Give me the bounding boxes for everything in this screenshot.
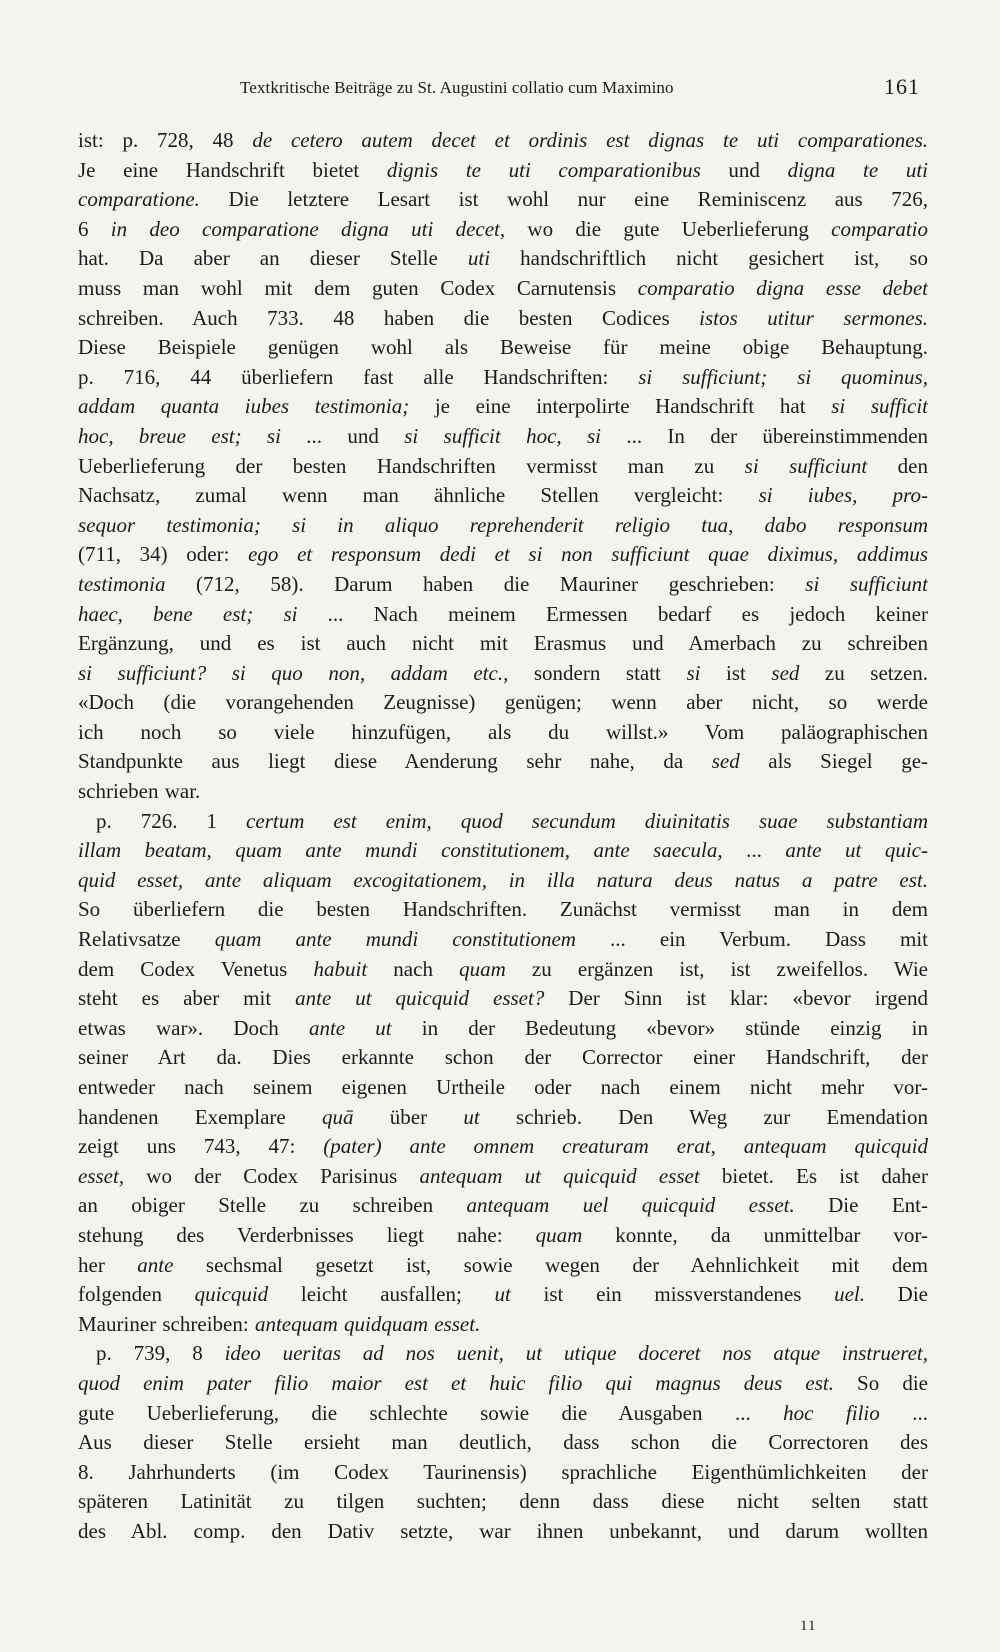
text-line <box>78 777 928 807</box>
text-run: an obiger Stelle zu schreiben <box>78 1193 467 1218</box>
text-line <box>78 156 928 186</box>
text-run: Standpunkte aus liegt diese Aenderung sehr nahe, da <box>78 749 712 774</box>
text-line <box>78 659 928 689</box>
text-line <box>78 718 928 748</box>
latin-quote: dignis te uti comparationibus <box>386 157 701 182</box>
text-run: ... <box>879 1400 928 1425</box>
text-line <box>78 807 928 837</box>
text-line <box>78 836 928 866</box>
text-line <box>78 1280 928 1310</box>
text-line <box>78 747 928 777</box>
text-run: entweder nach seinem eigenen Urtheile oder nach einem nicht mehr vor- <box>78 1075 928 1099</box>
text-run: Nachsatz, zumal wenn man ähnliche Stellen vergleicht: <box>78 483 759 508</box>
body-text <box>78 126 928 1547</box>
text-run: Mauriner schreiben: <box>78 1311 255 1336</box>
text-line <box>78 126 928 156</box>
text-run: steht es aber mit <box>78 986 296 1011</box>
latin-quote: ego et responsum dedi et si non sufficiunt quae diximus, addimus <box>248 542 928 567</box>
text-line <box>78 244 928 274</box>
text-line <box>78 1014 928 1044</box>
latin-quote: haec, bene est; si <box>78 601 298 626</box>
latin-quote: si sufficit <box>831 394 928 419</box>
text-line <box>78 629 928 659</box>
text-run: ist: p. 728, 48 <box>78 128 253 152</box>
text-line <box>78 1191 928 1221</box>
text-run: des Abl. comp. den Dativ setzte, war ihnen unbekannt, und darum wollten <box>78 1518 928 1543</box>
latin-quote: comparatione. <box>78 187 200 212</box>
text-line <box>78 1369 928 1399</box>
text-line <box>78 215 928 245</box>
text-line <box>78 866 928 896</box>
text-run: «Doch (die vorangehenden Zeugnisse) genügen; wenn aber nicht, so werde <box>78 690 928 715</box>
text-line <box>78 1162 928 1192</box>
text-line <box>78 1428 928 1458</box>
text-run: p. 739, 8 <box>96 1341 225 1366</box>
text-line <box>78 600 928 630</box>
text-run: ... <box>722 838 786 863</box>
latin-quote: ante ut <box>308 1015 392 1040</box>
text-run: Der Sinn ist klar: «bevor irgend <box>544 986 928 1011</box>
text-line <box>78 185 928 215</box>
latin-quote: habuit <box>313 956 368 981</box>
latin-quote: uti <box>467 246 491 271</box>
latin-quote: addam quanta iubes testimonia; <box>78 394 410 419</box>
text-run: und <box>700 157 788 182</box>
text-run: 8. Jahrhunderts (im Codex Taurinensis) sprachliche Eigenthümlichkeiten der <box>78 1459 928 1484</box>
latin-quote: si sufficiunt <box>744 453 868 478</box>
text-line <box>78 895 928 925</box>
text-run: bietet. Es ist daher <box>699 1163 928 1188</box>
text-run: ist <box>700 660 772 685</box>
latin-quote: antequam ut quicquid esset <box>419 1163 700 1188</box>
text-run: gute Ueberlieferung, die schlechte sowie die Ausgaben ... <box>78 1400 784 1425</box>
text-line <box>78 1073 928 1103</box>
text-run: (712, 58). Darum haben die Mauriner geschrieben: <box>165 571 806 596</box>
text-run: So die <box>833 1370 928 1395</box>
text-run: p. 726. 1 <box>96 808 247 833</box>
text-line <box>78 1487 928 1517</box>
text-run: zeigt uns 743, 47: <box>78 1134 324 1159</box>
latin-quote: certum est enim, quod secundum diuinitatis suae substantiam <box>246 808 928 833</box>
latin-quote: antequam uel quicquid esset. <box>466 1193 795 1218</box>
text-run: späteren Latinität zu tilgen suchten; denn dass diese nicht selten statt <box>78 1489 928 1514</box>
text-line <box>78 1221 928 1251</box>
text-line <box>78 570 928 600</box>
text-line <box>78 540 928 570</box>
latin-quote: ante ut quicquid esset? <box>295 986 545 1011</box>
latin-quote: ante ut quic- <box>785 838 928 863</box>
latin-quote: istos utitur sermones. <box>699 305 928 330</box>
text-run: ... In der übereinstimmenden <box>600 423 928 448</box>
text-run: in der Bedeutung «bevor» stünde einzig in <box>391 1015 928 1040</box>
text-run: sechsmal gesetzt ist, sowie wegen der Aehnlichkeit mit dem <box>173 1252 928 1277</box>
text-line <box>78 688 928 718</box>
latin-quote: hoc filio <box>783 1400 880 1425</box>
text-line <box>78 1458 928 1488</box>
text-run: konnte, da unmittelbar vor- <box>582 1222 928 1247</box>
printer-signature: 11 <box>800 1618 817 1634</box>
latin-quote: ante <box>137 1252 174 1277</box>
text-run: Je eine Handschrift bietet <box>78 157 387 182</box>
text-run: seiner Art da. Dies erkannte schon der Corrector einer Handschrift, der <box>78 1045 928 1070</box>
latin-quote: si sufficit hoc, si <box>404 423 601 448</box>
text-run: (711, 34) oder: <box>78 542 249 567</box>
latin-quote: si iubes, pro- <box>758 483 928 508</box>
text-line <box>78 481 928 511</box>
text-line <box>78 984 928 1014</box>
text-run: leicht ausfallen; <box>268 1282 495 1307</box>
latin-quote: antequam quidquam esset. <box>254 1311 481 1336</box>
text-run: sondern statt <box>508 660 687 685</box>
text-run: etwas war». Doch <box>78 1015 309 1040</box>
text-line <box>78 511 928 541</box>
text-line <box>78 955 928 985</box>
text-run: her <box>78 1252 138 1277</box>
text-run: zu ergänzen ist, ist zweifellos. Wie <box>505 956 928 981</box>
latin-quote: quā <box>322 1104 354 1129</box>
latin-quote: si <box>686 660 701 685</box>
text-run: ... Nach meinem Ermessen bedarf es jedoch keiner <box>297 601 928 626</box>
text-run: nach <box>367 956 460 981</box>
text-run: 6 <box>78 216 111 241</box>
text-run: handschriftlich nicht gesichert ist, so <box>490 246 928 271</box>
text-run: stehung des Verderbnisses liegt nahe: <box>78 1222 536 1247</box>
text-run: schrieb. Den Weg zur Emendation <box>479 1104 928 1129</box>
text-run: schreiben. Auch 733. 48 haben die besten Codices <box>78 305 700 330</box>
text-run: Relativsatze <box>78 927 215 952</box>
text-run: Ueberlieferung der besten Handschriften vermisst man zu <box>78 453 745 478</box>
latin-quote: quod enim pater filio maior est et huic filio qui magnus deus est. <box>78 1370 834 1395</box>
text-run: Die <box>864 1282 928 1307</box>
latin-quote: comparatio <box>831 216 928 241</box>
latin-quote: ideo ueritas ad nos uenit, ut utique doceret nos atque instrueret, <box>224 1341 928 1366</box>
text-run: So überliefern die besten Handschriften. Zunächst vermisst man in dem <box>78 897 928 922</box>
text-run: Aus dieser Stelle ersieht man deutlich, dass schon die Correctoren des <box>78 1430 928 1455</box>
latin-quote: si sufficiunt <box>805 571 928 596</box>
text-line <box>78 1132 928 1162</box>
text-line <box>78 925 928 955</box>
text-run: handenen Exemplare <box>78 1104 323 1129</box>
text-line <box>78 274 928 304</box>
text-run: ist ein missverstandenes <box>510 1282 835 1307</box>
latin-quote: sed <box>771 660 800 685</box>
latin-quote: testimonia <box>78 571 166 596</box>
latin-quote: sequor testimonia; si in aliquo reprehenderit religio tua, dabo responsum <box>78 512 928 537</box>
latin-quote: in deo comparatione digna uti decet, <box>110 216 506 241</box>
text-run: Die Ent- <box>794 1193 928 1218</box>
latin-quote: quicquid <box>194 1282 269 1307</box>
text-line <box>78 1103 928 1133</box>
text-run: den <box>867 453 928 478</box>
text-run: ... ein Verbum. Dass mit <box>575 927 928 952</box>
text-run: zu setzen. <box>799 660 928 685</box>
text-run: ... und <box>280 423 405 448</box>
text-line <box>78 1310 928 1340</box>
page-number: 161 <box>884 74 920 99</box>
latin-quote: hoc, breue est; si <box>78 423 281 448</box>
latin-quote: quam <box>535 1222 583 1247</box>
running-title: Textkritische Beiträge zu St. Augustini collatio cum Maximino <box>240 78 674 97</box>
text-line <box>78 422 928 452</box>
latin-quote: si sufficiunt; si quominus, <box>638 364 928 389</box>
latin-quote: ut <box>463 1104 480 1129</box>
text-line <box>78 1517 928 1547</box>
text-run: wo die gute Ueberlieferung <box>505 216 832 241</box>
text-run: Diese Beispiele genügen wohl als Beweise für meine obige Behauptung. <box>78 335 928 360</box>
text-run: Die letztere Lesart ist wohl nur eine Reminiscenz aus 726, <box>199 187 928 212</box>
latin-quote: sed <box>711 749 740 774</box>
latin-quote: esset, <box>78 1163 125 1188</box>
latin-quote: quam <box>459 956 506 981</box>
text-run: p. 716, 44 überliefern fast alle Handschriften: <box>78 364 639 389</box>
text-run: wo der Codex Parisinus <box>124 1163 420 1188</box>
text-run: dem Codex Venetus <box>78 956 314 981</box>
text-run: muss man wohl mit dem guten Codex Carnutensis <box>78 275 638 300</box>
latin-quote: uel. <box>834 1282 865 1307</box>
latin-quote: digna te uti <box>787 157 928 182</box>
latin-quote: quam ante mundi constitutionem <box>214 927 576 952</box>
text-run: Ergänzung, und es ist auch nicht mit Erasmus und Amerbach zu schreiben <box>78 631 928 656</box>
text-run: als Siegel ge- <box>739 749 928 774</box>
text-line <box>78 1043 928 1073</box>
latin-quote: (pater) ante omnem creaturam erat, antequam quicquid <box>323 1134 928 1159</box>
text-run: ich noch so viele hinzufügen, als du willst.» Vom paläographischen <box>78 719 928 744</box>
text-line <box>78 363 928 393</box>
latin-quote: quid esset, ante aliquam excogitationem, in illa natura deus natus a patre est. <box>78 867 928 892</box>
latin-quote: ut <box>494 1282 511 1307</box>
text-run: über <box>353 1104 464 1129</box>
text-line <box>78 333 928 363</box>
text-line <box>78 392 928 422</box>
text-line <box>78 452 928 482</box>
text-run: hat. Da aber an dieser Stelle <box>78 246 468 271</box>
text-run: je eine interpolirte Handschrift hat <box>409 394 832 419</box>
text-line <box>78 304 928 334</box>
latin-quote: de cetero autem decet et ordinis est dignas te uti comparationes. <box>252 128 928 152</box>
text-run: folgenden <box>78 1282 195 1307</box>
text-run: schrieben war. <box>78 779 201 804</box>
latin-quote: illam beatam, quam ante mundi constitutionem, ante saecula, <box>78 838 723 863</box>
text-line <box>78 1339 928 1369</box>
text-line <box>78 1251 928 1281</box>
latin-quote: si sufficiunt? si quo non, addam etc., <box>78 660 509 685</box>
latin-quote: comparatio digna esse debet <box>637 275 928 300</box>
text-line <box>78 1399 928 1429</box>
